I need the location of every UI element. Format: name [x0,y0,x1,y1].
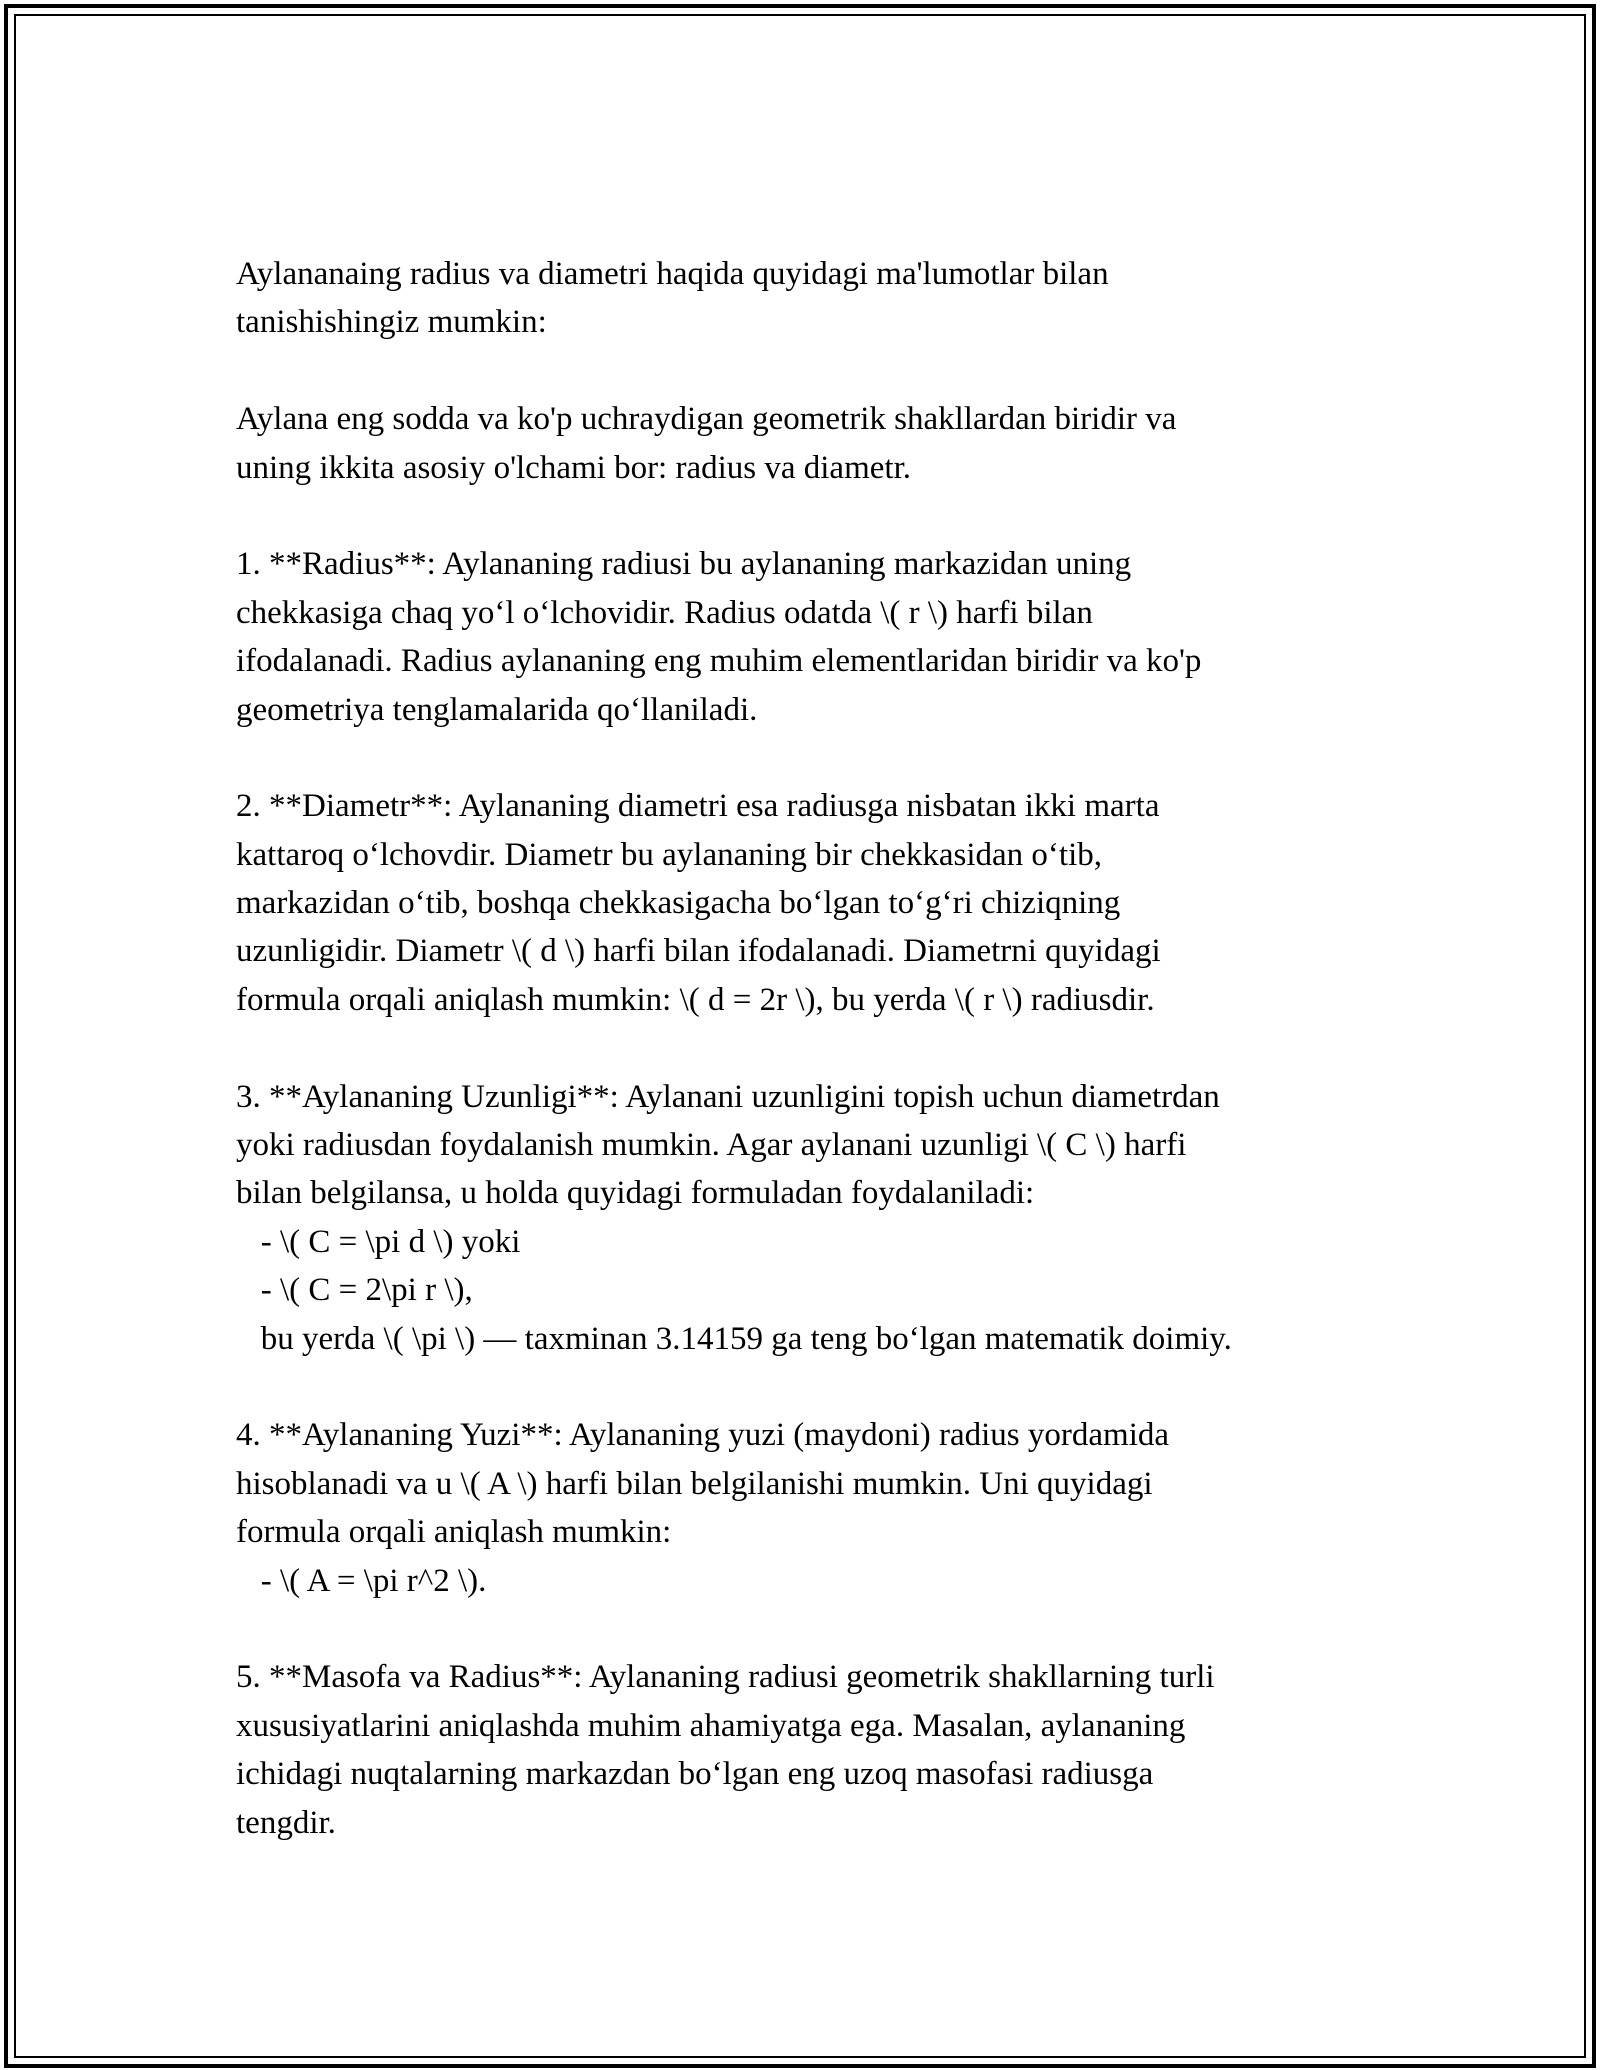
text-line: 5. **Masofa va Radius**: Aylananing radiusi geometrik shakllarning turli [236,1659,1215,1696]
text-line: ifodalanadi. Radius aylananing eng muhim elementlaridan biridir va ko'p [236,643,1202,680]
text-line: kattaroq o‘lchovdir. Diametr bu aylananing bir chekkasidan o‘tib, [236,836,1102,873]
text-line: 2. **Diametr**: Aylananing diametri esa radiusga nisbatan ikki marta [236,788,1160,825]
text-line: Aylana eng sodda va ko'p uchraydigan geometrik shakllardan biridir va [236,401,1177,438]
text-line: - \( A = \pi r^2 \). [236,1562,487,1599]
text-line: bu yerda \( \pi \) — taxminan 3.14159 ga teng bo‘lgan matematik doimiy. [236,1320,1232,1357]
text-line: - \( C = \pi d \) yoki [236,1223,521,1260]
text-line: yoki radiusdan foydalanish mumkin. Agar aylanani uzunligi \( C \) harfi [236,1127,1187,1164]
text-line: markazidan o‘tib, boshqa chekkasigacha bo‘lgan to‘g‘ri chiziqning [236,885,1121,922]
text-line: hisoblanadi va u \( A \) harfi bilan belgilanishi mumkin. Uni quyidagi [236,1465,1153,1502]
text-line: 1. **Radius**: Aylananing radiusi bu aylananing markazidan uning [236,546,1132,583]
text-line: xususiyatlarini aniqlashda muhim ahamiyatga ega. Masalan, aylananing [236,1707,1186,1744]
blank-line [236,492,1396,540]
text-line: bilan belgilansa, u holda quyidagi formuladan foydalaniladi: [236,1175,1035,1212]
blank-line [236,1363,1396,1411]
text-line: - \( C = 2\pi r \), [236,1272,473,1309]
text-line: chekkasiga chaq yo‘l o‘lchovidir. Radius odatda \( r \) harfi bilan [236,594,1093,631]
text-line: formula orqali aniqlash mumkin: \( d = 2r \), bu yerda \( r \) radiusdir. [236,981,1155,1018]
text-line: uzunligidir. Diametr \( d \) harfi bilan ifodalanadi. Diametrni quyidagi [236,933,1161,970]
text-line: ichidagi nuqtalarning markazdan bo‘lgan eng uzoq masofasi radiusga [236,1756,1154,1793]
text-line: formula orqali aniqlash mumkin: [236,1514,672,1551]
text-line: uning ikkita asosiy o'lchami bor: radius va diametr. [236,449,911,486]
blank-line [236,734,1396,782]
blank-line [236,347,1396,395]
text-line: tengdir. [236,1804,336,1841]
blank-line [236,1605,1396,1653]
text-line: geometriya tenglamalarida qo‘llaniladi. [236,691,758,728]
document-body [236,250,1396,1847]
text-line: 3. **Aylananing Uzunligi**: Aylanani uzunligini topish uchun diametrdan [236,1078,1220,1115]
blank-line [236,1024,1396,1072]
text-line: Aylananaing radius va diametri haqida quyidagi ma'lumotlar bilan [236,256,1109,292]
text-line: tanishishingiz mumkin: [236,304,547,341]
text-line: 4. **Aylananing Yuzi**: Aylananing yuzi (maydoni) radius yordamida [236,1417,1170,1454]
